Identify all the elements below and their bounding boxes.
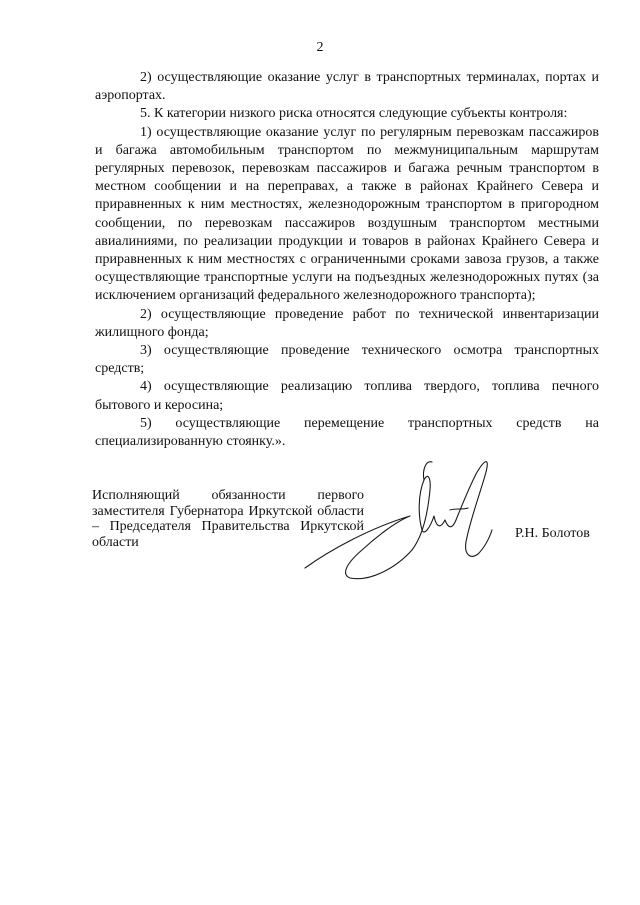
signer-name: Р.Н. Болотов (515, 526, 590, 541)
paragraph-low-risk-item-1: 1) осуществляющие оказание услуг по регулярным перевозкам пассажиров и багажа автомобильным транспортом по межмуниципальным маршрутам регулярных перевозок, перевозкам пассажиров и багажа речным транспортом в местном сообщении и на переправах, а также в районах Крайнего Севера и приравненных к ним местностях, железнодорожным транспортом в пригородном сообщении, по перевозкам пассажиров воздушным транспортом местными авиалиниями, по реализации продукции и товаров в районах Крайнего Севера и приравненных к ним местностях с ограниченными сроками завоза грузов, а также осуществляющие транспортные услуги на подъездных железнодорожных путях (за исключением организаций федерального железнодорожного транспорта); (95, 124, 599, 304)
paragraph-low-risk-item-3: 3) осуществляющие проведение технического осмотра транспортных средств; (95, 343, 599, 377)
paragraph-transport-terminals: 2) осуществляющие оказание услуг в транспортных терминалах, портах и аэропортах. (95, 70, 599, 104)
paragraph-low-risk-item-2: 2) осуществляющие проведение работ по технической инвентаризации жилищного фонда; (95, 306, 599, 340)
paragraph-low-risk-item-4: 4) осуществляющие реализацию топлива твердого, топлива печного бытового и керосина; (95, 379, 599, 413)
paragraph-low-risk-heading: 5. К категории низкого риска относятся следующие субъекты контроля: (140, 106, 568, 122)
paragraph-low-risk-item-5: 5) осуществляющие перемещение транспортных средств на специализированную стоянку.». (95, 415, 599, 450)
handwritten-signature (300, 450, 510, 590)
document-body (95, 69, 599, 451)
signer-position-title: Исполняющий обязанности первого заместителя Губернатора Иркутской области – Председателя Правительства Иркутской области (92, 488, 364, 550)
page-number: 2 (316, 40, 324, 55)
